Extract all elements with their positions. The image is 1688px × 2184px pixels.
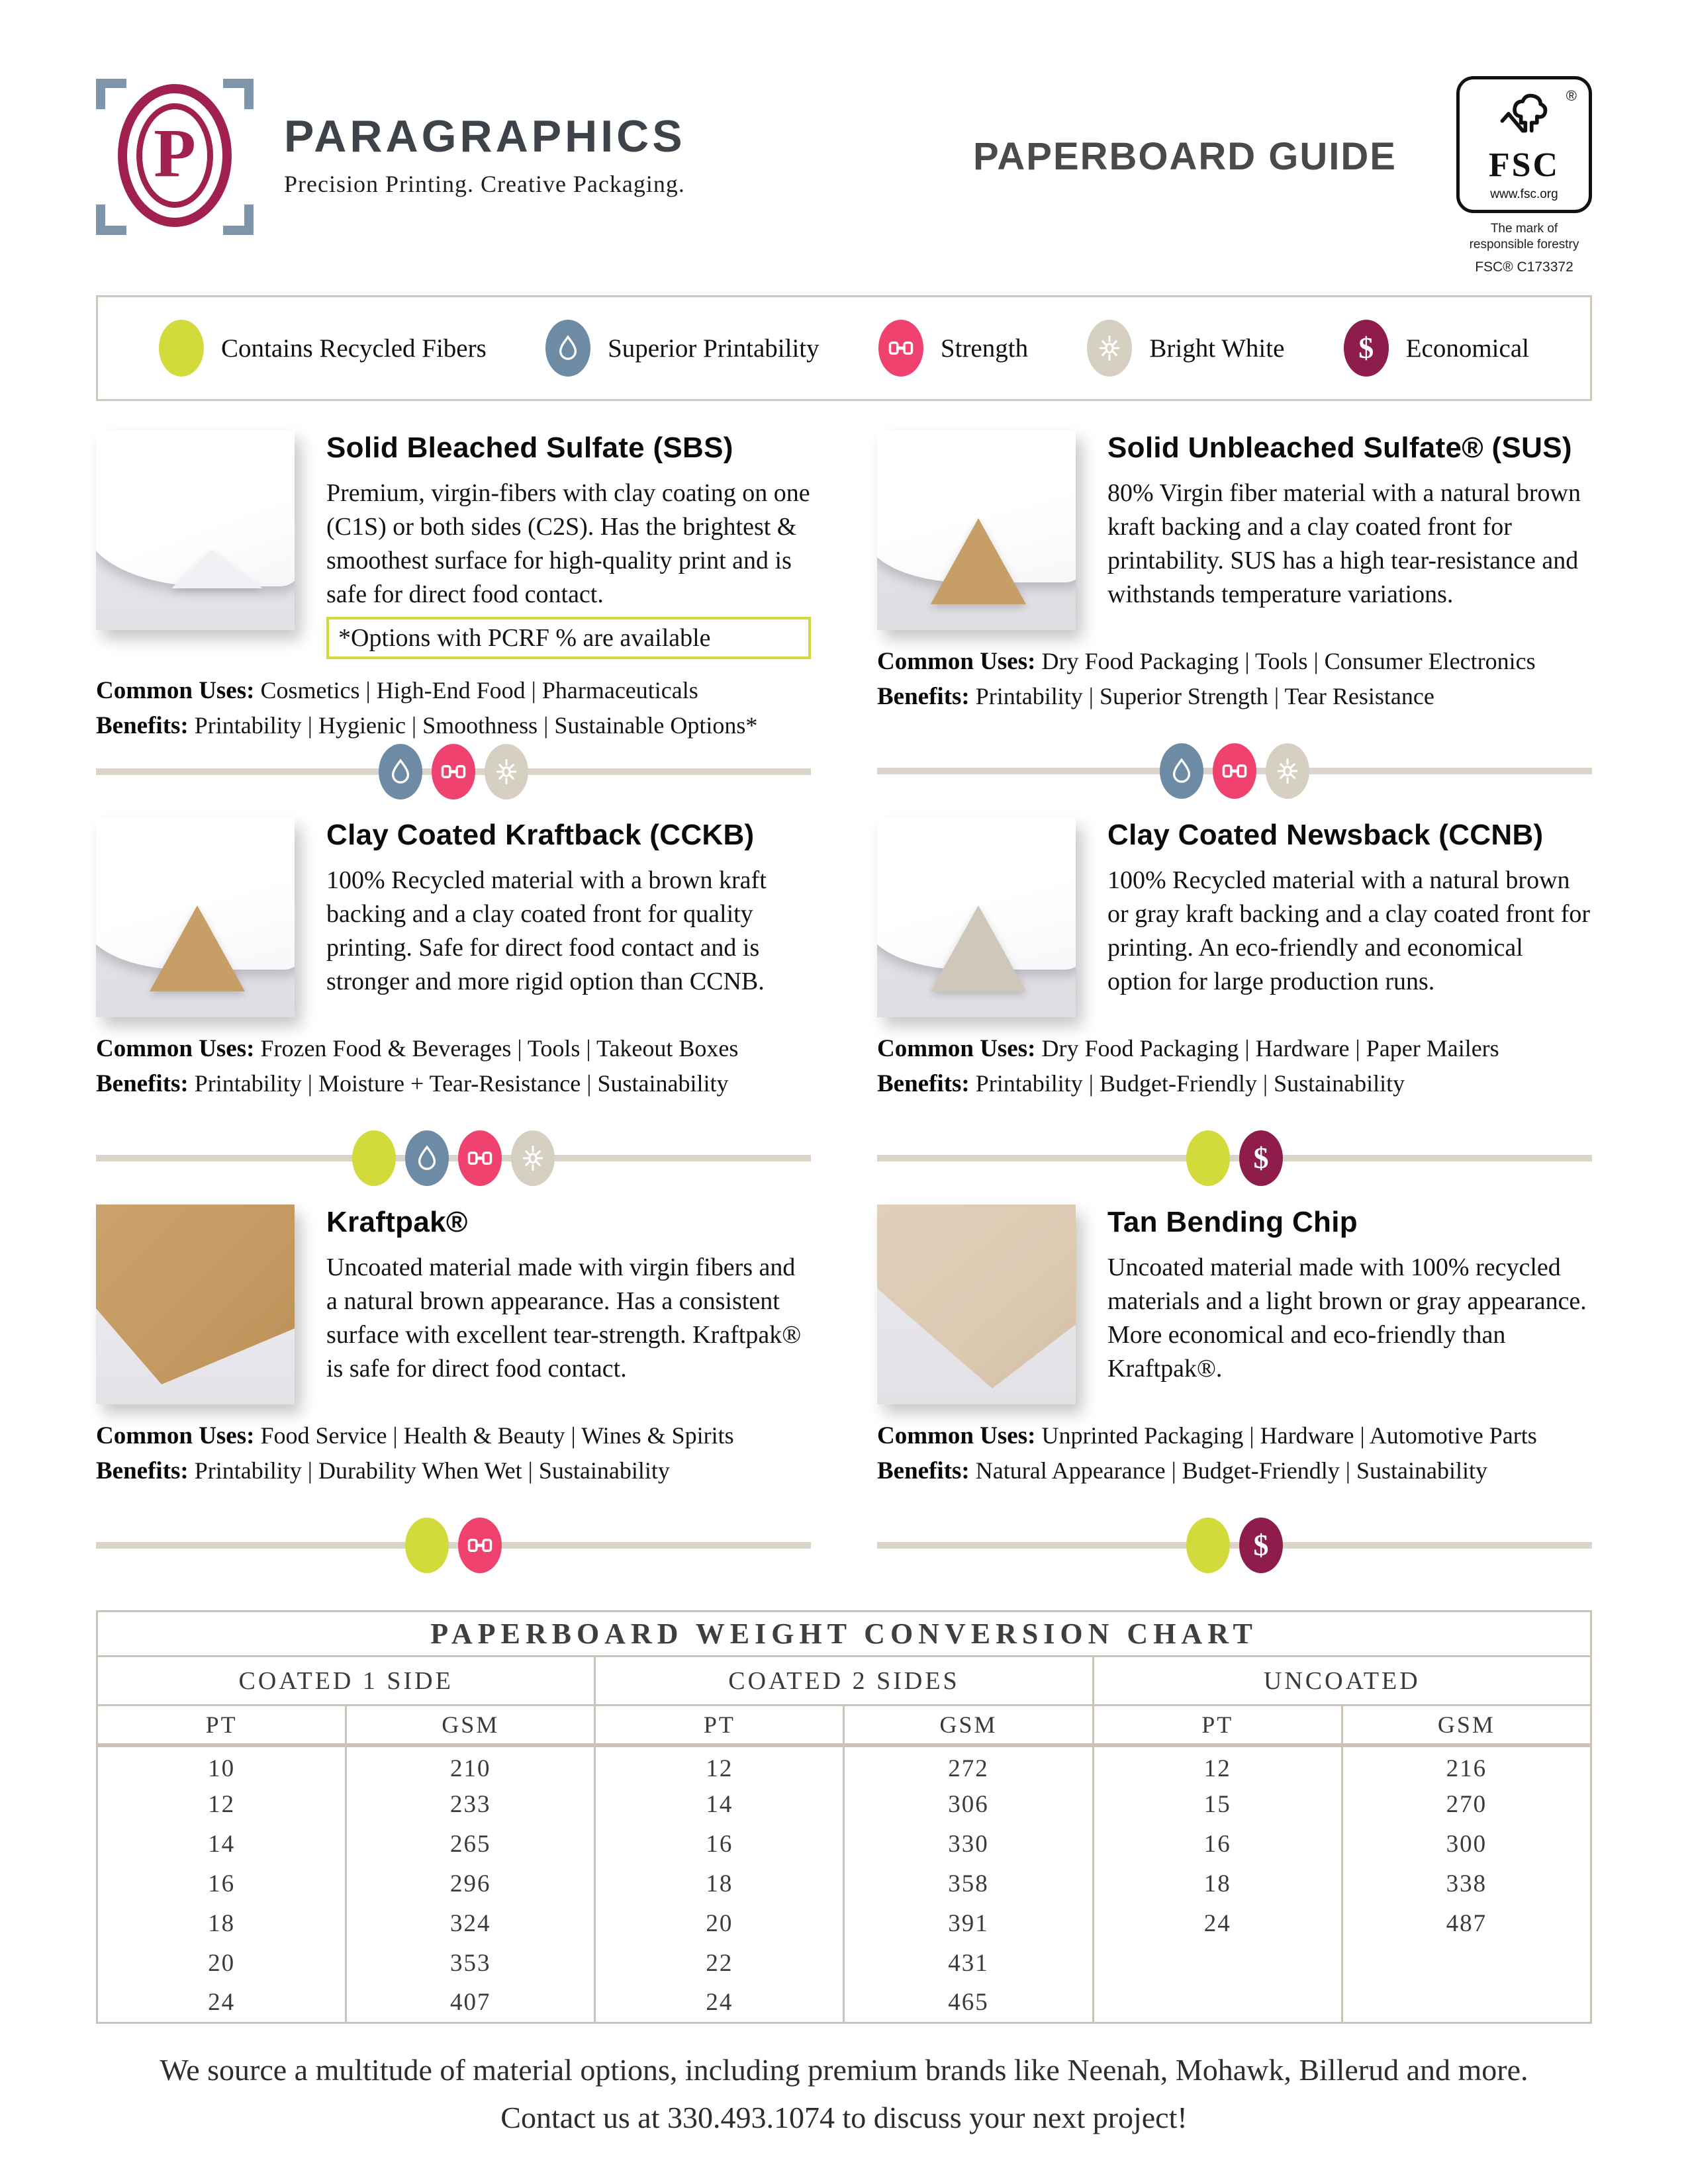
cell: 210 [346,1745,595,1785]
group-coated-1-side: COATED 1 SIDE [97,1657,595,1706]
benefits-value: Printability | Hygienic | Smoothness | Sustainable Options* [194,712,758,739]
benefits [877,1457,1592,1485]
product-title: Tan Bending Chip [1107,1206,1358,1238]
logo-ring-inner [136,103,213,208]
pcrf-note: *Options with PCRF % are available [326,617,811,659]
cell: 22 [595,1944,844,1983]
bracket-corner-icon [96,79,126,109]
fsc-url: www.fsc.org [1490,187,1558,201]
footer-line2: Contact us at 330.493.1074 to discuss your next project! [500,2101,1188,2134]
product-card-tan-bending-chip [877,1205,1592,1592]
starburst-icon [1266,743,1309,799]
table-row [97,1983,1591,2023]
group-uncoated: UNCOATED [1093,1657,1591,1706]
group-coated-2-sides: COATED 2 SIDES [595,1657,1093,1706]
common-uses-label: Common Uses: [96,1035,255,1062]
recycled-fibers-icon [1186,1518,1230,1573]
card-top [877,1205,1592,1404]
cell: 20 [595,1904,844,1944]
card-top [96,430,811,659]
product-description: Uncoated material made with 100% recycled materials and a light brown or gray appearance. More economical and eco-friendly than Kraftpak®. [1107,1253,1587,1383]
cell: 10 [208,1754,236,1782]
cell: 265 [346,1825,595,1864]
cell: 14 [208,1831,236,1858]
benefits-label: Benefits: [877,683,970,710]
legend-item-recycled [159,320,487,377]
legend-item-economical [1344,320,1529,377]
product-description: 100% Recycled material with a brown kraft backing and a clay coated front for quality printing. Safe for direct food contact and is stronger and more rigid option than CCNB. [326,866,767,995]
fsc-certification [1456,76,1592,275]
table-column-header-row [97,1706,1591,1745]
product-title: Solid Bleached Sulfate (SBS) [326,432,733,464]
cell [1093,1983,1342,2023]
dumbbell-icon [458,1130,502,1186]
cell: 24 [208,1989,236,2017]
dollar-glyph: $ [1253,1141,1269,1175]
fsc-license: FSC® C173372 [1475,259,1573,275]
table-group-row [97,1657,1591,1706]
benefits-label: Benefits: [877,1070,970,1097]
common-uses-value: Unprinted Packaging | Hardware | Automotive Parts [1041,1422,1537,1449]
benefits-label: Benefits: [877,1457,970,1484]
common-uses-label: Common Uses: [877,648,1036,675]
benefits [96,711,811,740]
common-uses [96,676,811,705]
recycled-fibers-icon [405,1518,449,1573]
legend-item-strength [878,320,1028,377]
cell: 20 [208,1950,236,1977]
recycled-fibers-icon [352,1130,396,1186]
card-text [1107,432,1592,630]
col-header-gsm: GSM [346,1706,595,1745]
cell: 353 [346,1944,595,1983]
tan-chip-paper-sample-image [877,1205,1076,1404]
footer-line1: We source a multitude of material options, including premium brands like Neenah, Mohawk, Billerud and more. [160,2053,1528,2087]
attribute-icons [1160,743,1309,799]
cell: 465 [844,1983,1093,2023]
card-text [1107,1206,1592,1404]
cell: 270 [1342,1785,1591,1825]
fsc-mark-line1: The mark of [1490,222,1558,236]
product-description: Uncoated material made with virgin fibers and a natural brown appearance. Has a consistent surface with excellent tear-strength. Kraftpak® is safe for direct food contact. [326,1253,802,1383]
brand-name: PARAGRAPHICS [284,111,686,161]
common-uses-label: Common Uses: [96,677,255,704]
attribute-divider [877,1514,1592,1577]
cell: 330 [844,1825,1093,1864]
attribute-divider [96,1126,811,1190]
product-card-sus [877,430,1592,817]
table-title: PAPERBOARD WEIGHT CONVERSION CHART [97,1612,1591,1657]
cell: 18 [208,1910,236,1937]
cell: 272 [844,1745,1093,1785]
card-text [326,1206,811,1404]
cell: 18 [1093,1864,1342,1904]
benefits-value: Printability | Superior Strength | Tear Resistance [975,683,1434,709]
card-top [96,1205,811,1404]
cell: 12 [595,1745,844,1785]
cell: 16 [208,1870,236,1897]
col-header-gsm: GSM [844,1706,1093,1745]
sbs-paper-sample-image [96,430,295,630]
bracket-corner-icon [223,205,254,235]
droplet-icon [545,320,590,377]
cell: 487 [1342,1904,1591,1944]
benefits-value: Printability | Durability When Wet | Sustainability [194,1457,670,1484]
common-uses-label: Common Uses: [877,1035,1036,1062]
fsc-label: FSC [1488,146,1560,184]
cell: 391 [844,1904,1093,1944]
table-row [97,1785,1591,1825]
kraftpak-paper-sample-image [96,1205,295,1404]
table-row [97,1944,1591,1983]
common-uses-value: Food Service | Health & Beauty | Wines & Spirits [260,1422,734,1449]
droplet-icon [405,1130,449,1186]
legend-label: Contains Recycled Fibers [221,334,487,363]
cell: 12 [1093,1745,1342,1785]
cell: 216 [1342,1745,1591,1785]
cell: 14 [595,1785,844,1825]
table-row [97,1745,1591,1785]
common-uses [96,1422,811,1450]
attribute-divider [877,739,1592,803]
common-uses-label: Common Uses: [877,1422,1036,1449]
cell: 24 [595,1983,844,2023]
common-uses [877,1034,1592,1063]
product-description: 80% Virgin fiber material with a natural brown kraft backing and a clay coated front for printability. SUS has a high tear-resistance and withstands temperature variations. [1107,479,1581,608]
product-card-sbs [96,430,811,817]
benefits [96,1457,811,1485]
attribute-icons [405,1518,502,1573]
cell: 431 [844,1944,1093,1983]
benefits-value: Printability | Budget-Friendly | Sustainability [975,1070,1405,1097]
common-uses [877,647,1592,676]
attribute-divider [96,1514,811,1577]
legend-label: Bright White [1149,334,1285,363]
table-row [97,1864,1591,1904]
table-title-row [97,1612,1591,1657]
logo-letter: P [154,115,196,191]
dumbbell-icon [432,744,475,799]
card-top [96,817,811,1017]
recycled-fibers-icon [159,320,204,377]
fsc-tree-check-icon [1496,89,1553,144]
benefits [877,682,1592,711]
starburst-icon [1087,320,1132,377]
starburst-icon [511,1130,555,1186]
benefits-value: Natural Appearance | Budget-Friendly | Sustainability [975,1457,1487,1484]
card-top [877,430,1592,630]
starburst-icon [485,744,528,799]
attribute-divider [877,1126,1592,1190]
legend-item-bright-white [1087,320,1284,377]
cell: 12 [208,1791,236,1818]
cell: 16 [1093,1825,1342,1864]
table-row [97,1825,1591,1864]
col-header-pt: PT [1093,1706,1342,1745]
dollar-icon [1344,320,1389,377]
attribute-icons [379,744,528,799]
product-description: 100% Recycled material with a natural brown or gray kraft backing and a clay coated front for printing. An eco-friendly and economical option for large production runs. [1107,866,1591,995]
brand-logo [96,76,686,235]
dollar-icon [1239,1130,1283,1186]
legend-label: Strength [940,334,1029,363]
dumbbell-icon [878,320,923,377]
benefits-label: Benefits: [96,712,189,739]
benefits-label: Benefits: [96,1457,189,1484]
dumbbell-icon [458,1518,502,1573]
droplet-icon [1160,743,1203,799]
cell: 407 [346,1983,595,2023]
legend-item-printability [545,320,820,377]
attribute-icons [352,1130,555,1186]
attribute-icons [1186,1518,1283,1573]
bracket-corner-icon [223,79,254,109]
cell: 233 [346,1785,595,1825]
col-header-pt: PT [595,1706,844,1745]
cell: 358 [844,1864,1093,1904]
card-text [326,819,811,1017]
common-uses [877,1422,1592,1450]
cell: 24 [1093,1904,1342,1944]
col-header-gsm: GSM [1342,1706,1591,1745]
cell [1342,1983,1591,2023]
legend-label: Economical [1405,334,1529,363]
benefits-value: Printability | Moisture + Tear-Resistance | Sustainability [194,1070,729,1097]
common-uses-value: Dry Food Packaging | Hardware | Paper Mailers [1041,1035,1499,1062]
sus-paper-sample-image [877,430,1076,630]
common-uses-label: Common Uses: [96,1422,255,1449]
cell: 15 [1093,1785,1342,1825]
product-card-cckb [96,817,811,1205]
card-top [877,817,1592,1017]
cell: 306 [844,1785,1093,1825]
fsc-badge [1456,76,1592,213]
benefits [96,1069,811,1098]
logo-ring [118,84,232,227]
common-uses [96,1034,811,1063]
product-description: Premium, virgin-fibers with clay coating on one (C1S) or both sides (C2S). Has the brightest & smoothest surface for high-quality print and is safe for direct food contact. [326,479,810,608]
legend-label: Superior Printability [608,334,820,363]
cell: 338 [1342,1864,1591,1904]
dollar-glyph: $ [1358,331,1374,365]
cell [1093,1944,1342,1983]
ccnb-paper-sample-image [877,817,1076,1017]
page-title: PAPERBOARD GUIDE [973,135,1397,178]
footer [96,2046,1592,2142]
fsc-mark-line2: responsible forestry [1469,238,1579,251]
benefits [877,1069,1592,1098]
attribute-divider [96,740,811,803]
registered-mark: ® [1566,87,1577,104]
cckb-paper-sample-image [96,817,295,1017]
product-title: Kraftpak® [326,1206,468,1238]
bracket-corner-icon [96,205,126,235]
dollar-glyph: $ [1253,1528,1269,1562]
header [96,76,1592,275]
product-title: Clay Coated Newsback (CCNB) [1107,819,1544,851]
paragraphics-logo-icon [96,76,254,235]
product-title: Solid Unbleached Sulfate® (SUS) [1107,432,1572,464]
cell: 296 [346,1864,595,1904]
cell [1342,1944,1591,1983]
brand-tagline: Precision Printing. Creative Packaging. [284,171,685,197]
table-row [97,1904,1591,1944]
icon-legend-bar [96,295,1592,401]
benefits-label: Benefits: [96,1070,189,1097]
cell: 16 [595,1825,844,1864]
col-header-pt: PT [97,1706,346,1745]
attribute-icons [1186,1130,1283,1186]
droplet-icon [379,744,422,799]
product-title: Clay Coated Kraftback (CCKB) [326,819,755,851]
common-uses-value: Frozen Food & Beverages | Tools | Takeout Boxes [260,1035,739,1062]
weight-conversion-table [96,1610,1592,2024]
product-card-ccnb [877,817,1592,1205]
recycled-fibers-icon [1186,1130,1230,1186]
brand-text [284,111,686,198]
product-grid [96,430,1592,1592]
cell: 300 [1342,1825,1591,1864]
dollar-icon [1239,1518,1283,1573]
fsc-mark-text [1456,221,1592,253]
card-text [326,432,811,659]
product-card-kraftpak [96,1205,811,1592]
common-uses-value: Dry Food Packaging | Tools | Consumer Electronics [1041,648,1536,674]
common-uses-value: Cosmetics | High-End Food | Pharmaceuticals [260,677,698,704]
cell: 18 [595,1864,844,1904]
card-text [1107,819,1592,1017]
dumbbell-icon [1213,743,1256,799]
cell: 324 [346,1904,595,1944]
